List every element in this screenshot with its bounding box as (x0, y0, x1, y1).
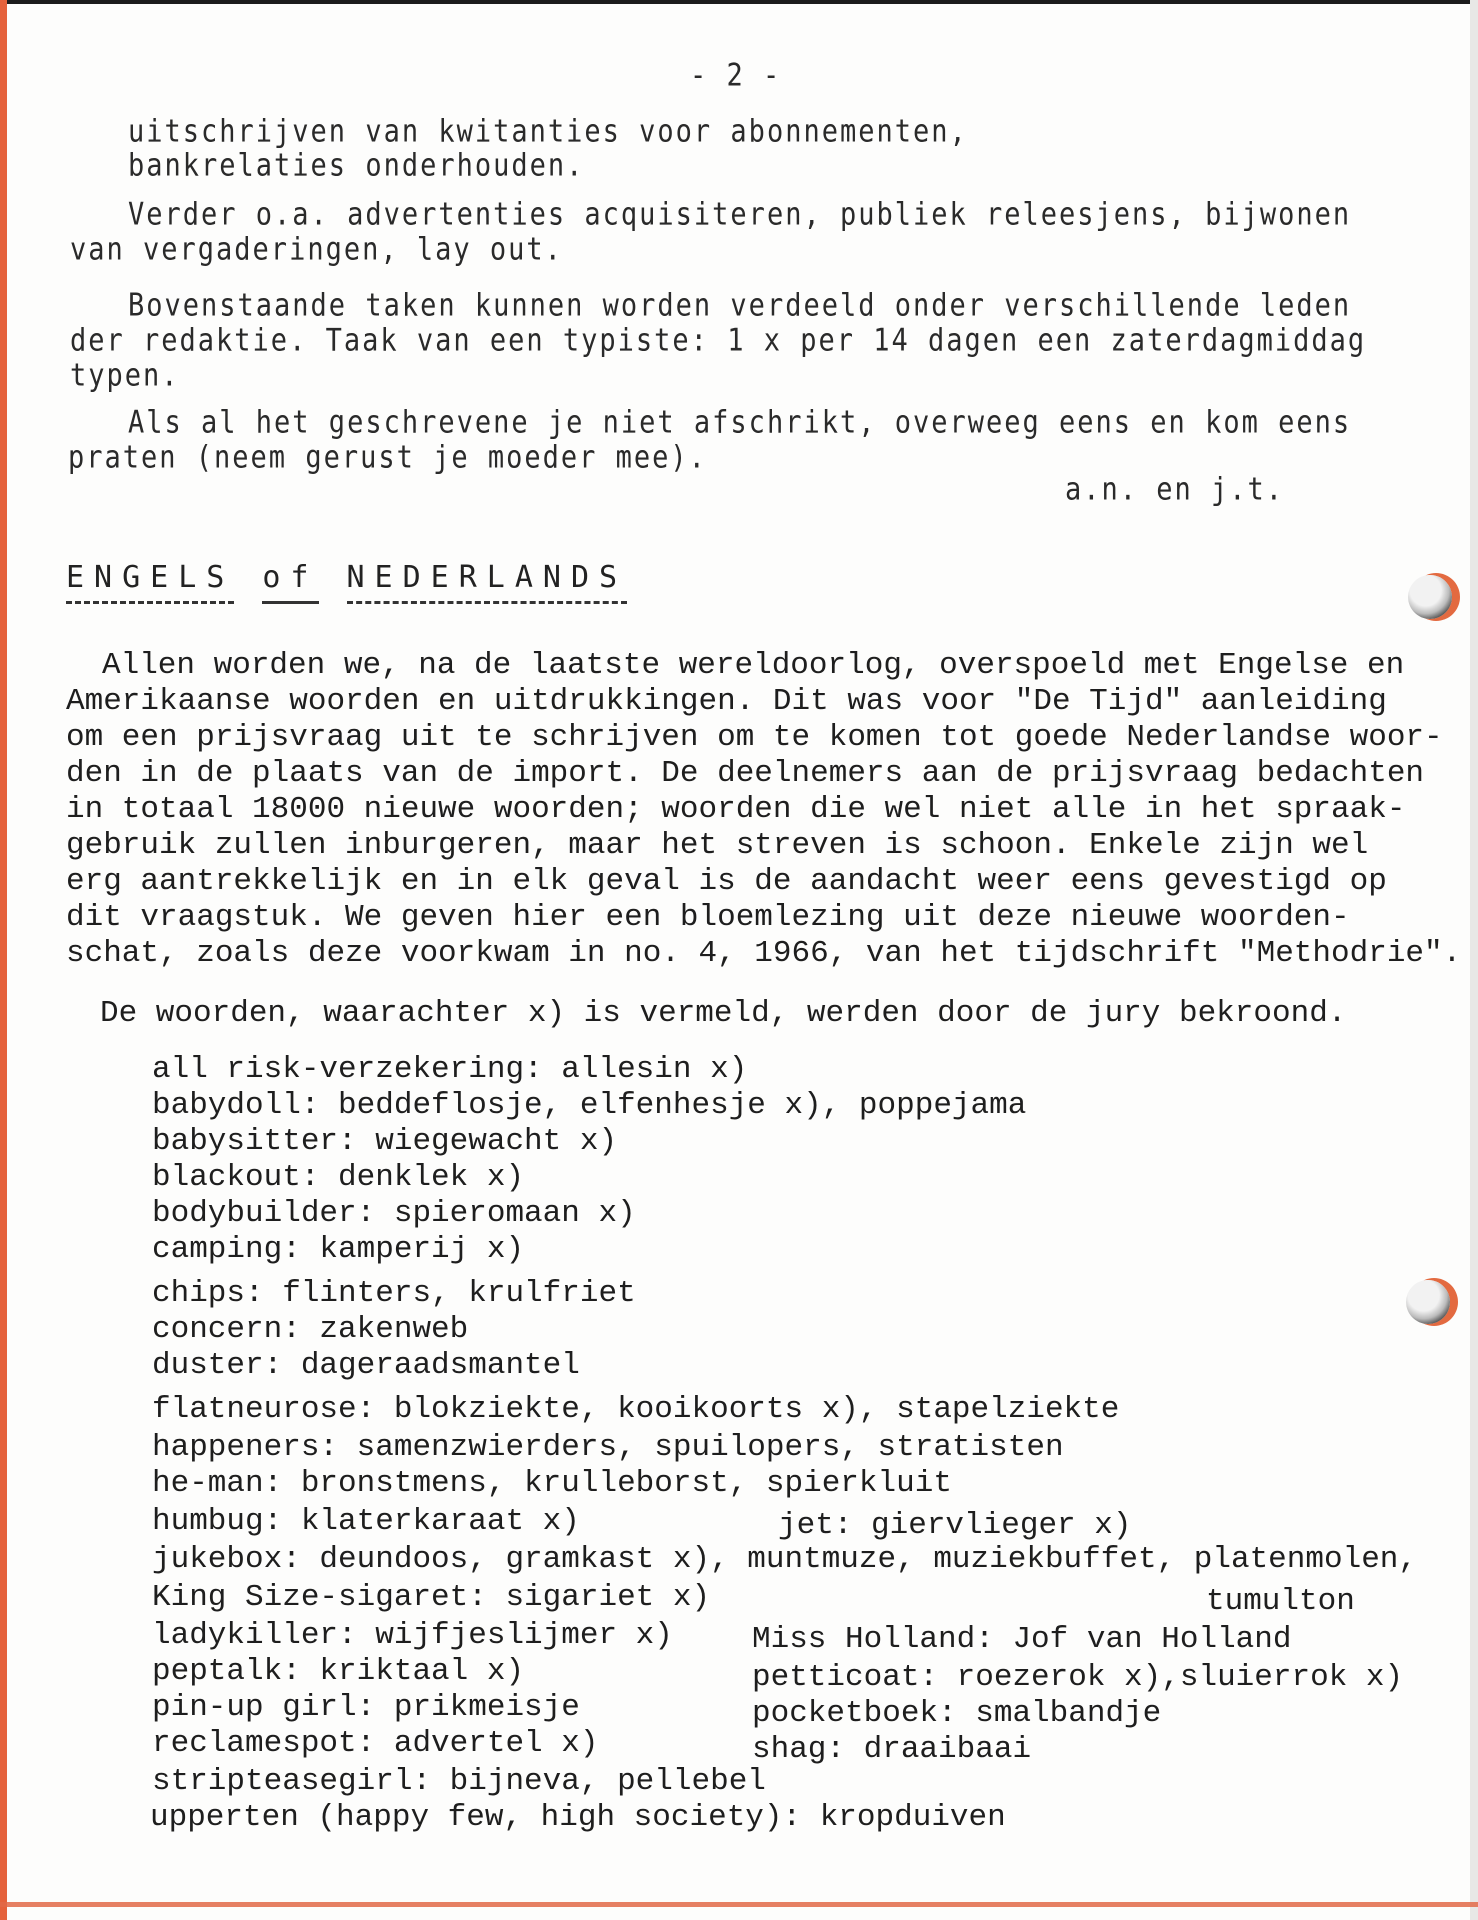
word-entry: humbug: klaterkaraat x) (152, 1504, 580, 1539)
body-line: Amerikaanse woorden en uitdrukkingen. Dit was voor "De Tijd" aanleiding (66, 684, 1387, 719)
word-entry: stripteasegirl: bijneva, pellebel (152, 1764, 766, 1799)
article-title (66, 560, 655, 604)
intro-line: uitschrijven van kwitanties voor abonnementen, (128, 114, 968, 150)
word-entry: babysitter: wiegewacht x) (152, 1124, 618, 1159)
word-entry: babydoll: beddeflosje, elfenhesje x), poppejama (152, 1088, 1027, 1123)
word-entry: shag: draaibaai (752, 1732, 1032, 1767)
jury-note: De woorden, waarachter x) is vermeld, werden door de jury bekroond. (100, 996, 1347, 1031)
orange-cover-edge (0, 0, 7, 1920)
title-word: ENGELS (66, 560, 234, 604)
body-line: gebruik zullen inburgeren, maar het streven is schoon. Enkele zijn wel (66, 828, 1369, 863)
punch-hole (1408, 575, 1452, 619)
intro-line: der redaktie. Taak van een typiste: 1 x per 14 dagen een zaterdagmiddag (70, 323, 1367, 359)
body-line: om een prijsvraag uit te schrijven om te komen tot goede Nederlandse woor- (66, 720, 1443, 755)
word-entry: blackout: denklek x) (152, 1160, 525, 1195)
word-entry: he-man: bronstmens, krulleborst, spierkluit (152, 1466, 952, 1501)
right-edge (1470, 0, 1478, 1920)
word-entry: upperten (happy few, high society): kropduiven (150, 1800, 1006, 1835)
word-entry: ladykiller: wijfjeslijmer x) (152, 1618, 673, 1653)
word-entry: happeners: samenzwierders, spuilopers, stratisten (152, 1430, 1064, 1465)
word-entry: petticoat: roezerok x),sluierrok x) (752, 1660, 1404, 1695)
word-entry: concern: zakenweb (152, 1312, 469, 1347)
body-line: in totaal 18000 nieuwe woorden; woorden die wel niet alle in het spraak- (66, 792, 1406, 827)
word-entry: camping: kamperij x) (152, 1232, 525, 1267)
word-entry: King Size-sigaret: sigariet x) (152, 1580, 711, 1615)
word-entry: duster: dageraadsmantel (152, 1348, 580, 1383)
word-entry: bodybuilder: spieromaan x) (152, 1196, 636, 1231)
word-entry: reclamespot: advertel x) (152, 1726, 599, 1761)
body-line: den in de plaats van de import. De deelnemers aan de prijsvraag bedachten (66, 756, 1425, 791)
word-entry: flatneurose: blokziekte, kooikoorts x), stapelziekte (152, 1392, 1120, 1427)
intro-line: praten (neem gerust je moeder mee). (68, 440, 707, 476)
body-line: schat, zoals deze voorkwam in no. 4, 1966, van het tijdschrift "Methodrie". (66, 936, 1462, 971)
intro-line: van vergaderingen, lay out. (70, 232, 563, 268)
top-edge (0, 0, 1478, 4)
word-entry: jet: giervlieger x) (778, 1508, 1132, 1543)
intro-line: typen. (70, 358, 180, 394)
word-entry: tumulton (1206, 1584, 1355, 1619)
intro-line: bankrelaties onderhouden. (128, 148, 585, 184)
intro-line: Verder o.a. advertenties acquisiteren, publiek releesjens, bijwonen (128, 197, 1352, 233)
page-number: - 2 - (690, 58, 782, 94)
body-line: Allen worden we, na de laatste wereldoorlog, overspoeld met Engelse en (102, 648, 1405, 683)
word-entry: chips: flinters, krulfriet (152, 1276, 636, 1311)
word-entry: all risk-verzekering: allesin x) (152, 1052, 748, 1087)
word-entry: jukebox: deundoos, gramkast x), muntmuze, muziekbuffet, platenmolen, (152, 1542, 1418, 1577)
title-word: of (262, 560, 318, 604)
word-entry: Miss Holland: Jof van Holland (752, 1622, 1292, 1657)
word-entry: pocketboek: smalbandje (752, 1696, 1162, 1731)
word-entry: pin-up girl: prikmeisje (152, 1690, 580, 1725)
title-word: NEDERLANDS (347, 560, 628, 604)
body-line: dit vraagstuk. We geven hier een bloemlezing uit deze nieuwe woorden- (66, 900, 1350, 935)
punch-hole (1406, 1280, 1450, 1324)
intro-line: Bovenstaande taken kunnen worden verdeeld onder verschillende leden (128, 288, 1352, 324)
body-line: erg aantrekkelijk en in elk geval is de aandacht weer eens gevestigd op (66, 864, 1387, 899)
orange-bottom-edge (0, 1902, 1478, 1907)
signature: a.n. en j.t. (1065, 472, 1285, 508)
intro-line: Als al het geschrevene je niet afschrikt, overweeg eens en kom eens (128, 405, 1352, 441)
word-entry: peptalk: kriktaal x) (152, 1654, 525, 1689)
